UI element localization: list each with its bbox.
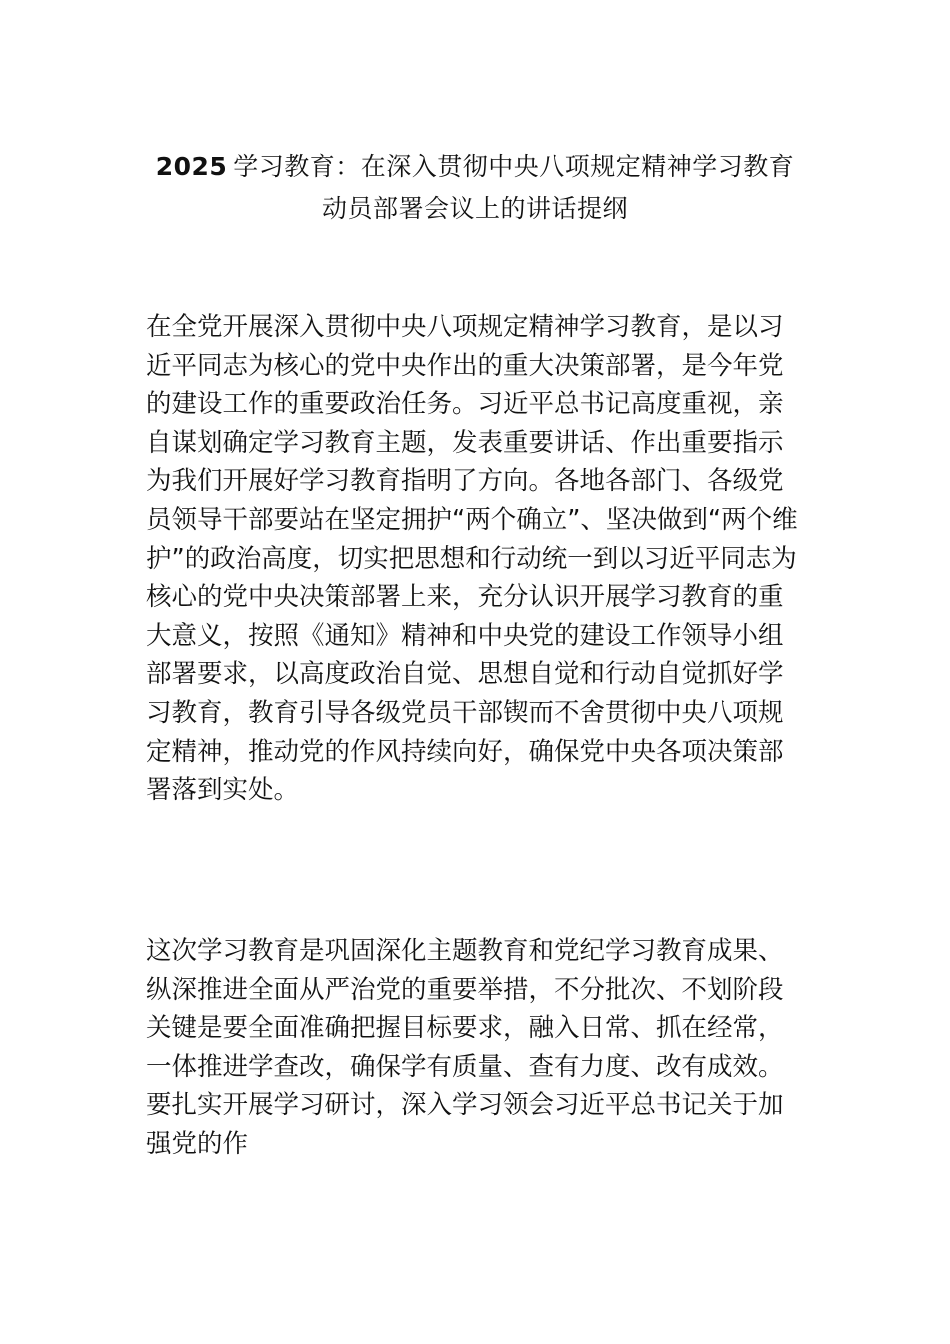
title-line1-text: 学习教育：在深入贯彻中央八项规定精神学习教育	[233, 152, 795, 181]
page-subtitle: 动员部署会议上的讲话提纲	[321, 194, 628, 223]
body-paragraph-2: 这次学习教育是巩固深化主题教育和党纪学习教育成果、纵深推进全面从严治党的重要举措，不分批次、不划阶段关键是要全面准确把握目标要求，融入日常、抓在经常，一体推进学查改，确保学有质量、查有力度、改有成效。要扎实开展学习研讨，深入学习领会习近平总书记关于加强党的作	[146, 936, 784, 1159]
title-year: 2025	[155, 152, 228, 181]
page-title	[100, 146, 850, 188]
body-paragraph-1: 在全党开展深入贯彻中央八项规定精神学习教育，是以习近平同志为核心的党中央作出的重大决策部署，是今年党的建设工作的重要政治任务。习近平总书记高度重视，亲自谋划确定学习教育主题，发表重要讲话、作出重要指示为我们开展好学习教育指明了方向。各地各部门、各级党员领导干部要站在坚定拥护“两个确立”、坚决做到“两个维护”的政治高度，切实把思想和行动统一到以习近平同志为核心的党中央决策部署上来，充分认识开展学习教育的重大意义，按照《通知》精神和中央党的建设工作领导小组部署要求，以高度政治自觉、思想自觉和行动自觉抓好学习教育，教育引导各级党员干部锲而不舍贯彻中央八项规定精神，推动党的作风持续向好，确保党中央各项决策部署落到实处。	[146, 312, 798, 806]
